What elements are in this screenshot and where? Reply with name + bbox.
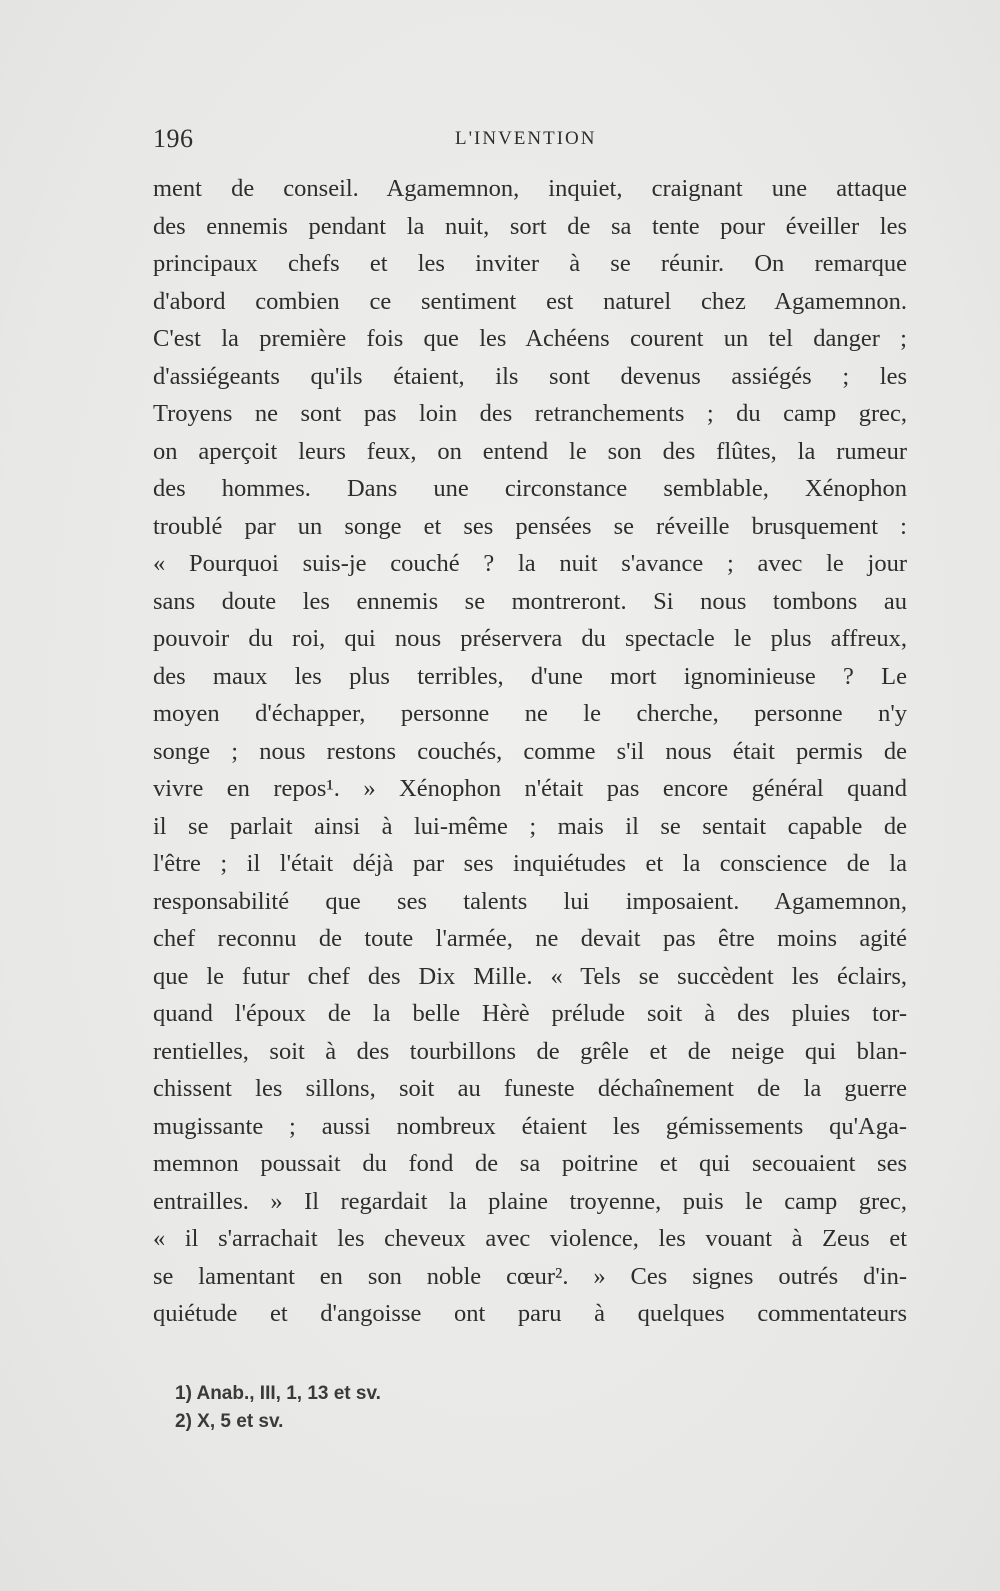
text-line: on aperçoit leurs feux, on entend le son des flûtes, la rumeur bbox=[153, 437, 907, 465]
text-line: rentielles, soit à des tourbillons de grêle et de neige qui blan- bbox=[153, 1037, 907, 1065]
text-line: vivre en repos¹. » Xénophon n'était pas encore général quand bbox=[153, 775, 907, 802]
text-line: responsabilité que ses talents lui imposaient. Agamemnon, bbox=[153, 887, 907, 915]
text-line: mugissante ; aussi nombreux étaient les gémissements qu'Aga- bbox=[153, 1112, 907, 1140]
text-line: chissent les sillons, soit au funeste déchaînement de la guerre bbox=[153, 1075, 907, 1102]
text-line: que le futur chef des Dix Mille. « Tels se succèdent les éclairs, bbox=[153, 962, 907, 990]
text-line: C'est la première fois que les Achéens courent un tel danger ; bbox=[153, 325, 907, 352]
text-line: chef reconnu de toute l'armée, ne devait pas être moins agité bbox=[153, 925, 907, 952]
footnote: 1) Anab., III, 1, 13 et sv. bbox=[175, 1383, 381, 1404]
page-header bbox=[153, 124, 907, 158]
text-line: sans doute les ennemis se montreront. Si nous tombons au bbox=[153, 587, 907, 615]
footnote: 2) X, 5 et sv. bbox=[175, 1411, 284, 1432]
running-head: L'INVENTION bbox=[455, 128, 597, 149]
text-line: moyen d'échapper, personne ne le cherche, personne n'y bbox=[153, 700, 907, 727]
text-line: troublé par un songe et ses pensées se réveille brusquement : bbox=[153, 512, 907, 540]
text-line: il se parlait ainsi à lui-même ; mais il se sentait capable de bbox=[153, 812, 907, 840]
page-number: 196 bbox=[153, 124, 194, 153]
text-line: d'assiégeants qu'ils étaient, ils sont devenus assiégés ; les bbox=[153, 362, 907, 390]
text-line: memnon poussait du fond de sa poitrine et qui secouaient ses bbox=[153, 1150, 907, 1177]
text-line: des maux les plus terribles, d'une mort ignominieuse ? Le bbox=[153, 662, 907, 690]
text-line: quand l'époux de la belle Hèrè prélude soit à des pluies tor- bbox=[153, 1000, 907, 1027]
text-line: pouvoir du roi, qui nous préservera du spectacle le plus affreux, bbox=[153, 625, 907, 652]
text-line: « Pourquoi suis-je couché ? la nuit s'avance ; avec le jour bbox=[153, 550, 907, 577]
text-line: principaux chefs et les inviter à se réunir. On remarque bbox=[153, 250, 907, 277]
text-line: se lamentant en son noble cœur². » Ces signes outrés d'in- bbox=[153, 1262, 907, 1290]
text-line: quiétude et d'angoisse ont paru à quelques commentateurs bbox=[153, 1300, 907, 1327]
text-line: Troyens ne sont pas loin des retranchements ; du camp grec, bbox=[153, 400, 907, 427]
text-line: entrailles. » Il regardait la plaine troyenne, puis le camp grec, bbox=[153, 1187, 907, 1215]
body-text bbox=[153, 170, 907, 1333]
text-line: des hommes. Dans une circonstance semblable, Xénophon bbox=[153, 475, 907, 502]
text-line: l'être ; il l'était déjà par ses inquiétudes et la conscience de la bbox=[153, 850, 907, 877]
text-line: « il s'arrachait les cheveux avec violence, les vouant à Zeus et bbox=[153, 1225, 907, 1252]
text-line: songe ; nous restons couchés, comme s'il nous était permis de bbox=[153, 737, 907, 765]
footnotes bbox=[175, 1380, 675, 1436]
text-line: des ennemis pendant la nuit, sort de sa tente pour éveiller les bbox=[153, 212, 907, 240]
text-line: d'abord combien ce sentiment est naturel chez Agamemnon. bbox=[153, 287, 907, 315]
text-line: ment de conseil. Agamemnon, inquiet, craignant une attaque bbox=[153, 175, 907, 202]
